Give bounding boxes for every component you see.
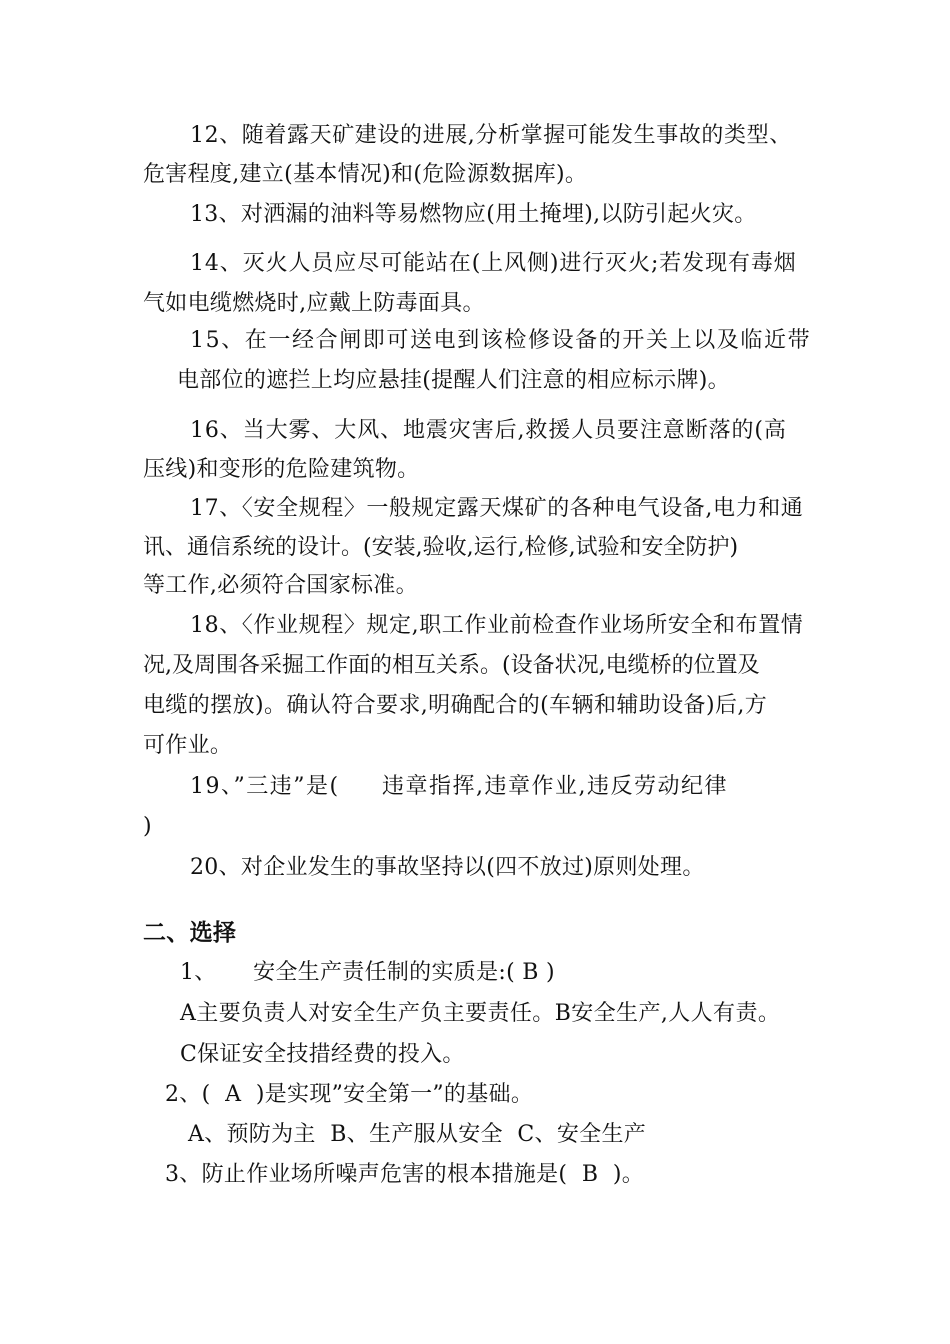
question-13-line-1: 13、对洒漏的油料等易燃物应(用土掩埋),以防引起火灾。 xyxy=(190,202,757,227)
question-12-line-2: 危害程度,建立(基本情况)和(危险源数据库)。 xyxy=(143,162,588,187)
question-18-line-4: 可作业。 xyxy=(143,733,233,758)
question-12-line-1: 12、随着露天矿建设的进展,分析掌握可能发生事故的类型、 xyxy=(190,123,792,148)
question-18-line-3: 电缆的摆放)。确认符合要求,明确配合的(车辆和辅助设备)后,方 xyxy=(143,693,768,718)
choice-1-options-line-1: A主要负责人对安全生产负主要责任。B安全生产,人人有责。 xyxy=(180,1001,781,1026)
question-16-line-1: 16、当大雾、大风、地震灾害后,救援人员要注意断落的(高 xyxy=(190,418,787,443)
question-15-line-2: 电部位的遮拦上均应悬挂(提醒人们注意的相应标示牌)。 xyxy=(177,368,730,393)
choice-3-question: 3、防止作业场所噪声危害的根本措施是( B )。 xyxy=(165,1162,645,1187)
question-14-line-1: 14、灭火人员应尽可能站在(上风侧)进行灭火;若发现有毒烟 xyxy=(190,251,797,276)
question-17-line-1: 17、〈安全规程〉一般规定露天煤矿的各种电气设备,电力和通 xyxy=(190,496,804,521)
choice-2-question: 2、( A )是实现”安全第一”的基础。 xyxy=(165,1082,534,1107)
question-17-line-2: 讯、通信系统的设计。(安装,验收,运行,检修,试验和安全防护) xyxy=(143,535,739,560)
question-15-line-1: 15、在一经合闸即可送电到该检修设备的开关上以及临近带 xyxy=(190,328,812,353)
question-16-line-2: 压线)和变形的危险建筑物。 xyxy=(143,457,420,482)
question-14-line-2: 气如电缆燃烧时,应戴上防毒面具。 xyxy=(143,291,485,316)
choice-2-options: A、预防为主 B、生产服从安全 C、安全生产 xyxy=(188,1122,647,1147)
question-18-line-2: 况,及周围各采掘工作面的相互关系。(设备状况,电缆桥的位置及 xyxy=(143,653,760,678)
question-18-line-1: 18、〈作业规程〉规定,职工作业前检查作业场所安全和布置情 xyxy=(190,613,804,638)
question-17-line-3: 等工作,必须符合国家标准。 xyxy=(143,573,418,598)
question-20-line-1: 20、对企业发生的事故坚持以(四不放过)原则处理。 xyxy=(190,855,705,880)
section-title: 二、选择 xyxy=(143,920,237,946)
choice-1-question: 1、 安全生产责任制的实质是:( B ) xyxy=(180,960,555,985)
choice-1-options-line-2: C保证安全技措经费的投入。 xyxy=(180,1042,465,1067)
question-19-line-2: ) xyxy=(143,814,152,839)
question-19-line-1: 19、”三违”是( 违章指挥,违章作业,违反劳动纪律 xyxy=(190,774,729,799)
